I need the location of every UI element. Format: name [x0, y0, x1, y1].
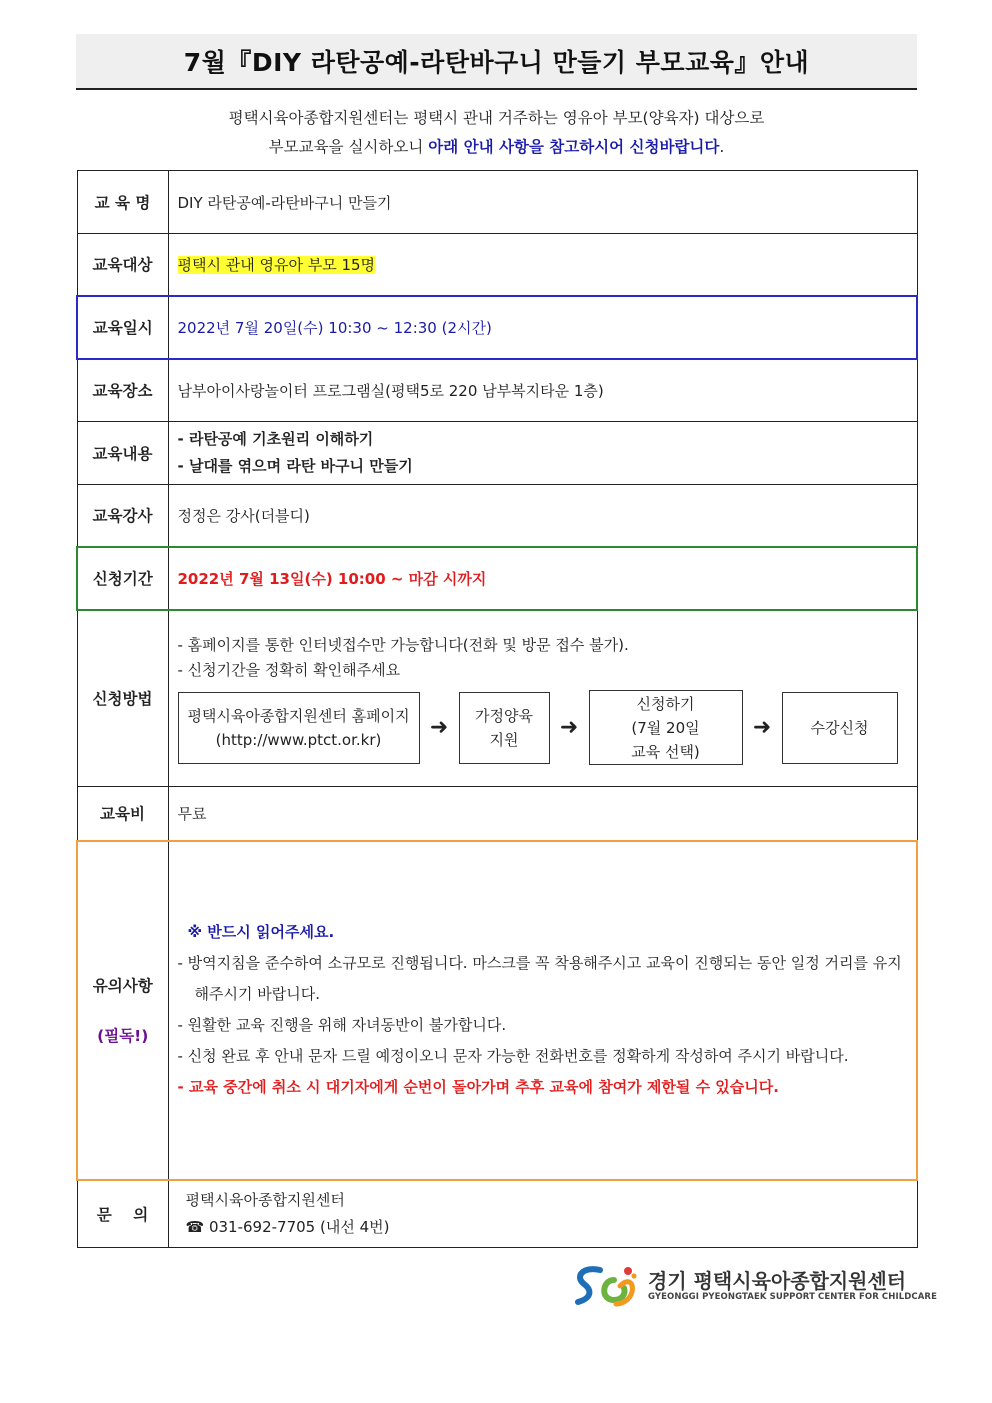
- notes-label: 유의사항: [92, 977, 153, 995]
- value-name: DIY 라탄공예-라탄바구니 만들기: [168, 171, 917, 234]
- notes-item: - 방역지침을 준수하여 소규모로 진행됩니다. 마스크를 꼭 착용해주시고 교육이 진행되는 동안 일정 거리를 유지해주시기 바랍니다.: [177, 954, 902, 1003]
- intro-text: [76, 104, 917, 162]
- label-fee: 교육비: [77, 787, 168, 841]
- value-period: 2022년 7월 13일(수) 10:00 ~ 마감 시까지: [168, 547, 917, 610]
- value-fee: 무료: [168, 787, 917, 841]
- flow-step-text: (7월 20일: [631, 718, 700, 737]
- row-date: [77, 296, 917, 359]
- label-content: 교육내용: [77, 422, 168, 485]
- notes-item: - 신청 완료 후 안내 문자 드릴 예정이오니 문자 가능한 전화번호를 정확하게 작성하여 주시기 바랍니다.: [177, 1047, 849, 1065]
- row-name: [77, 171, 917, 234]
- value-instructor: 정정은 강사(더블디): [168, 485, 917, 547]
- method-line: - 신청기간을 정확히 확인해주세요: [177, 661, 401, 680]
- footer-name-ko: 경기 평택시육아종합지원센터: [648, 1269, 907, 1293]
- flow-step-apply: [589, 690, 743, 765]
- label-target: 교육대상: [77, 234, 168, 296]
- label-notes: [77, 841, 168, 1180]
- flow-arrow-icon: ➜: [559, 715, 579, 741]
- label-instructor: 교육강사: [77, 485, 168, 547]
- value-content: [168, 422, 917, 485]
- flow-step-homepage: [178, 692, 420, 764]
- method-line: - 홈페이지를 통한 인터넷접수만 가능합니다(전화 및 방문 접수 불가).: [177, 636, 629, 655]
- row-place: [77, 359, 917, 422]
- row-instructor: [77, 485, 917, 547]
- flow-arrow-icon: ➜: [429, 715, 449, 741]
- flow-step-text: 교육 선택): [631, 742, 700, 761]
- notes-label-sub: (필독!): [97, 1027, 149, 1045]
- value-notes: [168, 841, 917, 1180]
- row-content: [77, 422, 917, 485]
- flow-step-url: (http://www.ptct.or.kr): [215, 730, 382, 749]
- flow-step-text: 지원: [489, 730, 519, 749]
- intro-emphasis: 아래 안내 사항을 참고하시어 신청바랍니다: [428, 138, 720, 156]
- row-period: [77, 547, 917, 610]
- value-place: 남부아이사랑놀이터 프로그램실(평택5로 220 남부복지타운 1층): [168, 359, 917, 422]
- intro-line-2-prefix: 부모교육을 실시하오니: [268, 138, 429, 156]
- label-name: 교 육 명: [77, 171, 168, 234]
- value-target: 평택시 관내 영유아 부모 15명: [177, 255, 376, 274]
- intro-line-1: 평택시육아종합지원센터는 평택시 관내 거주하는 영유아 부모(양육자) 대상으로: [228, 109, 765, 127]
- row-method: [77, 610, 917, 787]
- page-title: 7월『DIY 라탄공예-라탄바구니 만들기 부모교육』안내: [183, 48, 810, 77]
- label-method: 신청방법: [77, 610, 168, 787]
- contact-phone: ☎ 031-692-7705 (내선 4번): [185, 1217, 390, 1236]
- value-target-cell: [168, 234, 917, 296]
- row-notes: [77, 841, 917, 1180]
- value-contact: [168, 1180, 917, 1248]
- info-table: [76, 170, 918, 1248]
- row-fee: [77, 787, 917, 841]
- content-item: - 라탄공예 기초원리 이해하기: [177, 430, 374, 448]
- value-method: [168, 610, 917, 787]
- row-contact: [77, 1180, 917, 1248]
- flow-step-text: 가정양육: [475, 706, 533, 725]
- contact-org: 평택시육아종합지원센터: [185, 1190, 345, 1209]
- apply-flow: [178, 690, 917, 765]
- notes-warning: - 교육 중간에 취소 시 대기자에게 순번이 돌아가며 추후 교육에 참여가 제한될 수 있습니다.: [177, 1078, 779, 1096]
- footer-name-en: GYEONGGI PYEONGTAEK SUPPORT CENTER FOR CHILDCARE: [648, 1292, 937, 1302]
- intro-line-2: [76, 133, 917, 162]
- row-target: [77, 234, 917, 296]
- footer-logo: [570, 1262, 937, 1310]
- label-date: 교육일시: [77, 296, 168, 359]
- content-item: - 날대를 엮으며 라탄 바구니 만들기: [177, 457, 413, 475]
- notes-item: - 원활한 교육 진행을 위해 자녀동반이 불가합니다.: [177, 1016, 507, 1034]
- value-date: 2022년 7월 20일(수) 10:30 ~ 12:30 (2시간): [168, 296, 917, 359]
- intro-line-2-suffix: .: [719, 138, 725, 156]
- flow-step-text: 평택시육아종합지원센터 홈페이지: [187, 706, 410, 725]
- flow-step-text: 신청하기: [636, 694, 695, 713]
- label-place: 교육장소: [77, 359, 168, 422]
- label-contact: 문 의: [77, 1180, 168, 1248]
- title-banner: [76, 34, 917, 90]
- flow-step-parenting: [459, 692, 550, 764]
- notes-heading: ※ 반드시 읽어주세요.: [187, 923, 335, 941]
- flow-arrow-icon: ➜: [752, 715, 772, 741]
- center-logo-icon: [570, 1262, 640, 1308]
- flow-step-enroll: [782, 692, 898, 764]
- label-period: 신청기간: [77, 547, 168, 610]
- flow-step-text: 수강신청: [810, 718, 869, 737]
